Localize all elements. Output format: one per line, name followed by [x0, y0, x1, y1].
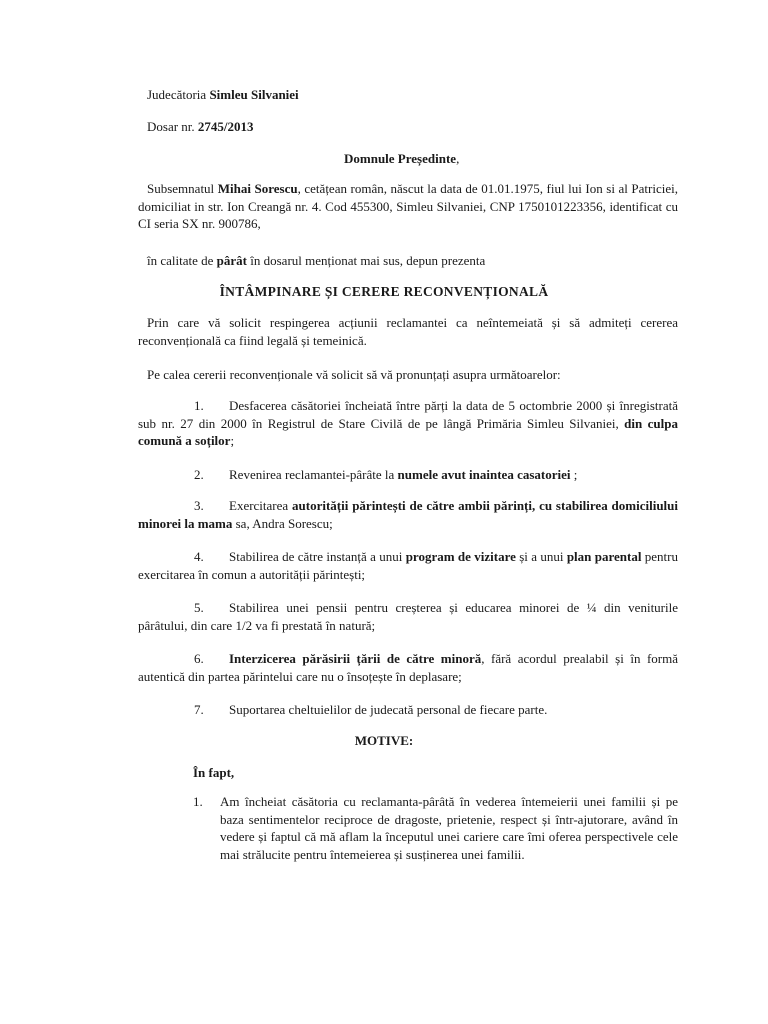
defendant-name: Mihai Sorescu: [217, 181, 298, 196]
item-text-bold: program de vizitare: [405, 549, 516, 564]
item-text-bold: Interzicerea părăsirii țării de către minoră: [229, 651, 482, 666]
item-number: 6.: [194, 651, 204, 666]
capacity-b: în dosarul menționat mai sus, depun prezenta: [247, 253, 486, 268]
item-text-a: Stabilirea unei pensii pentru creșterea și educarea minorei de ¼ din veniturile pârâtului, din care 1/2 va fi prestată în natură;: [138, 600, 678, 633]
item-number: 7.: [194, 702, 204, 717]
item-text-b: ;: [230, 433, 235, 448]
court-name: Simleu Silvaniei: [209, 87, 299, 102]
item-text-bold: numele avut inaintea casatoriei: [397, 467, 571, 482]
document-title: ÎNTÂMPINARE ȘI CERERE RECONVENȚIONALĂ: [219, 284, 549, 299]
item-text-a: Stabilirea de către instanță a unui: [229, 549, 406, 564]
request-paragraph: Prin care vă solicit respingerea acțiunii reclamantei ca neîntemeiată și să admiteți cererea reconvențională ca fiind legală și temeinică.: [138, 315, 678, 348]
court-prefix: Judecătoria: [147, 87, 210, 102]
item-text: [138, 397, 678, 450]
salutation-comma: ,: [456, 151, 460, 166]
file-number-line: [147, 118, 254, 135]
counterclaim-intro: Pe calea cererii reconvenționale vă solicit să vă pronunțați asupra următoarelor:: [147, 367, 561, 382]
file-prefix: Dosar nr.: [147, 119, 198, 134]
item-text-bold: autorității părintești de către ambii părinți, cu stabilirea domiciliului minorei la mama: [138, 498, 678, 531]
item-number: 5.: [194, 600, 204, 615]
capacity-paragraph: [147, 252, 485, 269]
item-text-a: Desfacerea căsătoriei încheiată între părți la data de 5 octombrie 2000 și înregistrată sub nr. 27 din 2000 în Registrul de Stare Civilă de pe lângă Primăria Simleu Silvaniei,: [138, 398, 678, 431]
item-text: Suportarea cheltuielilor de judecată personal de fiecare parte.: [229, 702, 548, 717]
salutation: [344, 150, 459, 167]
item-number: 4.: [194, 549, 204, 564]
item-text: [138, 497, 678, 532]
capacity-bold: pârât: [216, 253, 248, 268]
facts-subheading-text: În fapt,: [193, 765, 235, 780]
file-number: 2745/2013: [197, 119, 254, 134]
intro-a: Subsemnatul: [147, 181, 218, 196]
court-line: [147, 86, 299, 103]
motive-text: Am încheiat căsătoria cu reclamanta-pârâtă în vederea întemeierii unei familii și pe baza sentimentelor reciproce de dragoste, prietenie, respect și într-ajutorare, având în vedere și faptul că mă aflam la începutul unei cariere care îmi oferea perspectivele cele mai strălucite pentru întemeierea și susținerea unei familii.: [220, 794, 678, 862]
item-text-b: sa, Andra Sorescu;: [232, 515, 333, 531]
motive-number: 1.: [193, 794, 203, 809]
salutation-text: Domnule Președinte: [344, 151, 457, 166]
intro-paragraph: [138, 180, 678, 233]
facts-subheading: [193, 764, 234, 781]
item-number: 3.: [194, 498, 204, 513]
item-text-a: Exercitarea: [229, 498, 293, 513]
item-text-b: ;: [570, 467, 578, 482]
motives-heading-text: MOTIVE:: [354, 733, 414, 748]
item-text-bold: din culpa comună a soților: [138, 415, 678, 448]
item-text: [138, 599, 678, 634]
item-text: [138, 548, 678, 583]
item-number: 2.: [194, 467, 204, 482]
item-text-a: Revenirea reclamantei-pârâte la: [229, 467, 398, 482]
item-number: 1.: [194, 398, 204, 413]
capacity-a: în calitate de: [147, 253, 217, 268]
motives-heading: [0, 732, 768, 749]
item-text-b: , fără acordul prealabil și în formă autentică din partea părintelui care nu o însoțește în deplasare;: [138, 651, 679, 684]
item-text: [138, 650, 678, 685]
item-text: [229, 466, 577, 483]
item-text-mid: și a unui: [515, 549, 567, 564]
intro-b: , cetățean român, născut la data de 01.01.1975, fiul lui Ion si al Patriciei, domiciliat in str. Ion Creangă nr. 4. Cod 455300, Simleu Silvaniei, CNP 1750101223356, identificat cu CI seria SX nr. 900786,: [138, 181, 678, 231]
item-text-bold-2: plan parental: [566, 549, 642, 564]
item-text-b: pentru exercitarea în comun a autorității părintești;: [138, 549, 678, 582]
